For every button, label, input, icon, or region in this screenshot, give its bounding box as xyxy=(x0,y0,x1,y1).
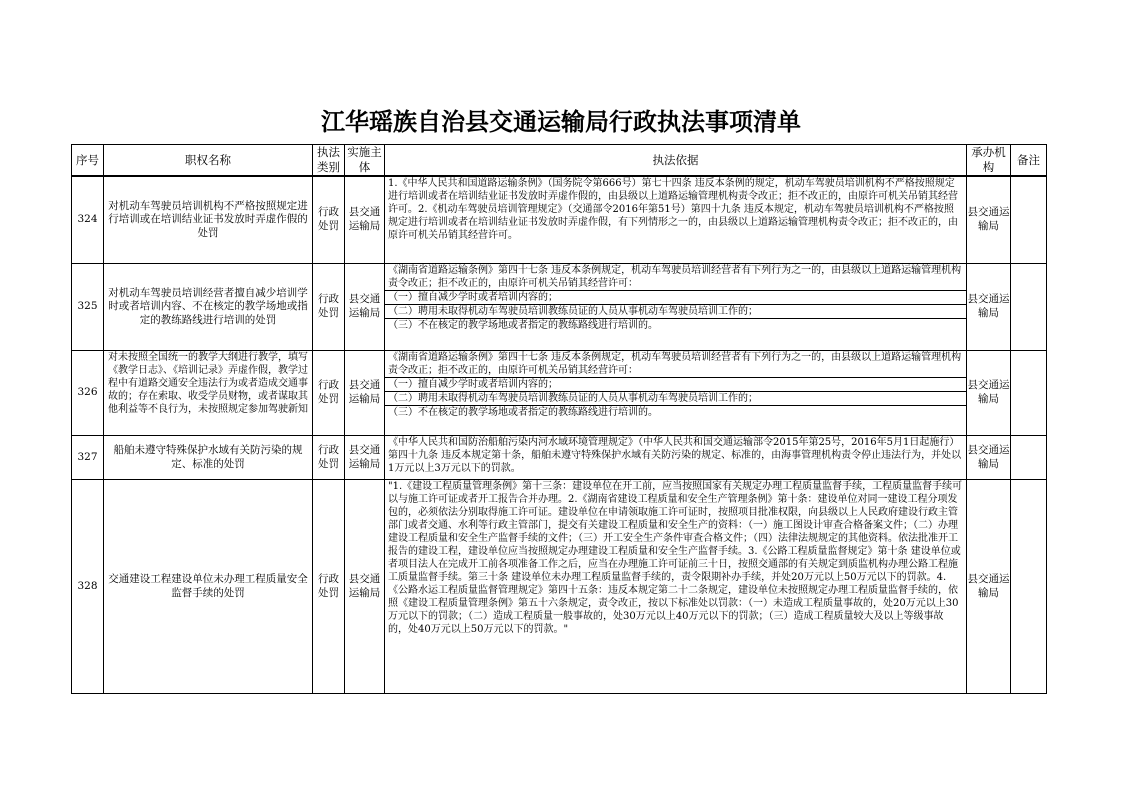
basis-line: （一）擅自减少学时或者培训内容的； xyxy=(385,291,966,305)
basis-line: 《湖南省道路运输条例》第四十七条 违反本条例规定，机动车驾驶员培训经营者有下列行为之一的，由县级以上道路运输管理机构责令改正；拒不改正的，由原许可机关吊销其经营许可： xyxy=(385,351,966,378)
row-category: 行政处罚 xyxy=(313,480,345,694)
row-seq: 324 xyxy=(72,176,104,264)
row-note xyxy=(1011,264,1047,351)
row-basis xyxy=(385,176,967,264)
basis-text: "1.《建设工程质量管理条例》第十三条：建设单位在开工前，应当按照国家有关规定办理工程质量监督手续，工程质量监督手续可以与施工许可证或者开工报告合并办理。2.《湖南省建设工程质量和安全生产管理条例》第十条：建设单位对同一建设工程分项发包的，必须依法分别取得施工许可证。建设单位在申请领取施工许可证时，按照项目批准权限，向县级以上人民政府建设行政主管部门或者交通、水利等行政主管部门，提交有关建设工程质量和安全生产的资料：（一）施工图设计审查合格备案文件；（二）办理建设工程质量和安全生产监督手续的文件；（三）开工安全生产条件审查合格文件；（四）法律法规规定的其他资料。依法批准开工报告的建设工程，建设单位应当按照规定办理建设工程质量和安全生产监督手续。3.《公路工程质量监督规定》第十条 建设单位或者项目法人在完成开工前各项准备工作之后，应当在办理施工许可证前三十日，按照交通部的有关规定到质监机构办理公路工程施工质量监督手续。第三十条 建设单位未办理工程质量监督手续的，责令限期补办手续，并处20万元以上50万元以下的罚款。4.《公路水运工程质量监督管理规定》第四十五条：违反本规定第二十二条规定，建设单位未按照规定办理工程质量监督手续的，依照《建设工程质量管理条例》第五十六条规定，责令改正，按以下标准处以罚款：（一）未造成工程质量事故的，处20万元以上30万元以下的罚款；（二）造成工程质量一般事故的，处30万元以上40万元以下的罚款；（三）造成工程质量较大及以上等级事故的，处40万元以上50万元以下的罚款。" xyxy=(388,481,963,636)
row-subject: 县交通运输局 xyxy=(345,264,385,351)
header-basis: 执法依据 xyxy=(385,145,967,177)
row-category: 行政处罚 xyxy=(313,176,345,264)
basis-text: 1.《中华人民共和国道路运输条例》（国务院令第666号）第七十四条 违反本条例的规定，机动车驾驶员培训机构不严格按照规定进行培训或者在培训结业证书发放时弄虚作假的，由县级以上道路运输管理机构责令改正；拒不改正的，由原许可机关吊销其经营许可。2.《机动车驾驶员培训管理规定》（交通部令2016年第51号）第四十九条 违反本规定，机动车驾驶员培训机构不严格按照规定进行培训或者在培训结业证书发放时弄虚作假，有下列情形之一的，由县级以上道路运输管理机构责令改正；拒不改正的，由原许可机关吊销其经营许可。 xyxy=(388,178,958,242)
basis-line: （三）不在核定的教学场地或者指定的教练路线进行培训的。 xyxy=(388,320,658,332)
basis-line: （二）聘用未取得机动车驾驶员培训教练员证的人员从事机动车驾驶员培训工作的； xyxy=(385,305,966,319)
row-name: 交通建设工程建设单位未办理工程质量安全监督手续的处罚 xyxy=(104,480,313,694)
row-org: 县交通运输局 xyxy=(967,480,1011,694)
basis-line: （三）不在核定的教学场地或者指定的教练路线进行培训的。 xyxy=(388,407,658,419)
row-note xyxy=(1011,436,1047,480)
header-name: 职权名称 xyxy=(104,145,313,177)
row-name: 对机动车驾驶员培训机构不严格按照规定进行培训或在培训结业证书发放时弄虚作假的处罚 xyxy=(104,176,313,264)
row-org: 县交通运输局 xyxy=(967,264,1011,351)
row-subject: 县交通运输局 xyxy=(345,436,385,480)
row-name: 对机动车驾驶员培训经营者擅自减少培训学时或者培训内容、不在核定的教学场地或指定的教练路线进行培训的处罚 xyxy=(104,264,313,351)
row-subject: 县交通运输局 xyxy=(345,480,385,694)
row-category: 行政处罚 xyxy=(313,351,345,436)
row-org: 县交通运输局 xyxy=(967,351,1011,436)
enforcement-table xyxy=(71,144,1047,694)
basis-text: 《中华人民共和国防治船舶污染内河水域环境管理规定》（中华人民共和国交通运输部令2015年第25号，2016年5月1日起施行）第四十九条 违反本规定第十条，船舶未遵守特殊保护水域有关防污染的规定、标准的，由海事管理机构责令停止违法行为，并处以1万元以上3万元以下的罚款。 xyxy=(388,437,962,475)
row-note xyxy=(1011,480,1047,694)
row-note xyxy=(1011,351,1047,436)
row-seq: 325 xyxy=(72,264,104,351)
table-row xyxy=(72,436,1047,480)
row-basis xyxy=(385,436,967,480)
header-seq: 序号 xyxy=(72,145,104,177)
table-row xyxy=(72,264,1047,351)
row-subject: 县交通运输局 xyxy=(345,351,385,436)
header-subject: 实施主体 xyxy=(345,145,385,177)
page-title: 江华瑶族自治县交通运输局行政执法事项清单 xyxy=(321,108,801,136)
header-note: 备注 xyxy=(1011,145,1047,177)
row-basis xyxy=(385,264,967,351)
header-category: 执法类别 xyxy=(313,145,345,177)
row-category: 行政处罚 xyxy=(313,264,345,351)
row-seq: 327 xyxy=(72,436,104,480)
row-subject: 县交通运输局 xyxy=(345,176,385,264)
row-category: 行政处罚 xyxy=(313,436,345,480)
row-basis xyxy=(385,480,967,694)
row-name: 船舶未遵守特殊保护水域有关防污染的规定、标准的处罚 xyxy=(104,436,313,480)
row-basis xyxy=(385,351,967,436)
row-name xyxy=(104,351,313,436)
basis-line: （二）聘用未取得机动车驾驶员培训教练员证的人员从事机动车驾驶员培训工作的； xyxy=(385,392,966,406)
row-org: 县交通运输局 xyxy=(967,176,1011,264)
basis-line: 《湖南省道路运输条例》第四十七条 违反本条例规定，机动车驾驶员培训经营者有下列行为之一的，由县级以上道路运输管理机构责令改正；拒不改正的，由原许可机关吊销其经营许可： xyxy=(385,264,966,291)
row-seq: 328 xyxy=(72,480,104,694)
row-note xyxy=(1011,176,1047,264)
row-org: 县交通运输局 xyxy=(967,436,1011,480)
header-org: 承办机构 xyxy=(967,145,1011,177)
row-name-text: 对未按照全国统一的教学大纲进行教学，填写《教学日志》、《培训记录》弄虚作假，教学过程中有道路交通安全违法行为或者造成交通事故的；存在索取、收受学员财物，或者谋取其他利益等不良行为，未按照规定参加驾驶新知 xyxy=(108,352,308,416)
row-seq: 326 xyxy=(72,351,104,436)
table-row xyxy=(72,480,1047,694)
table-header-row xyxy=(72,145,1047,177)
basis-line: （一）擅自减少学时或者培训内容的； xyxy=(385,378,966,392)
table-row xyxy=(72,351,1047,436)
table-row xyxy=(72,176,1047,264)
